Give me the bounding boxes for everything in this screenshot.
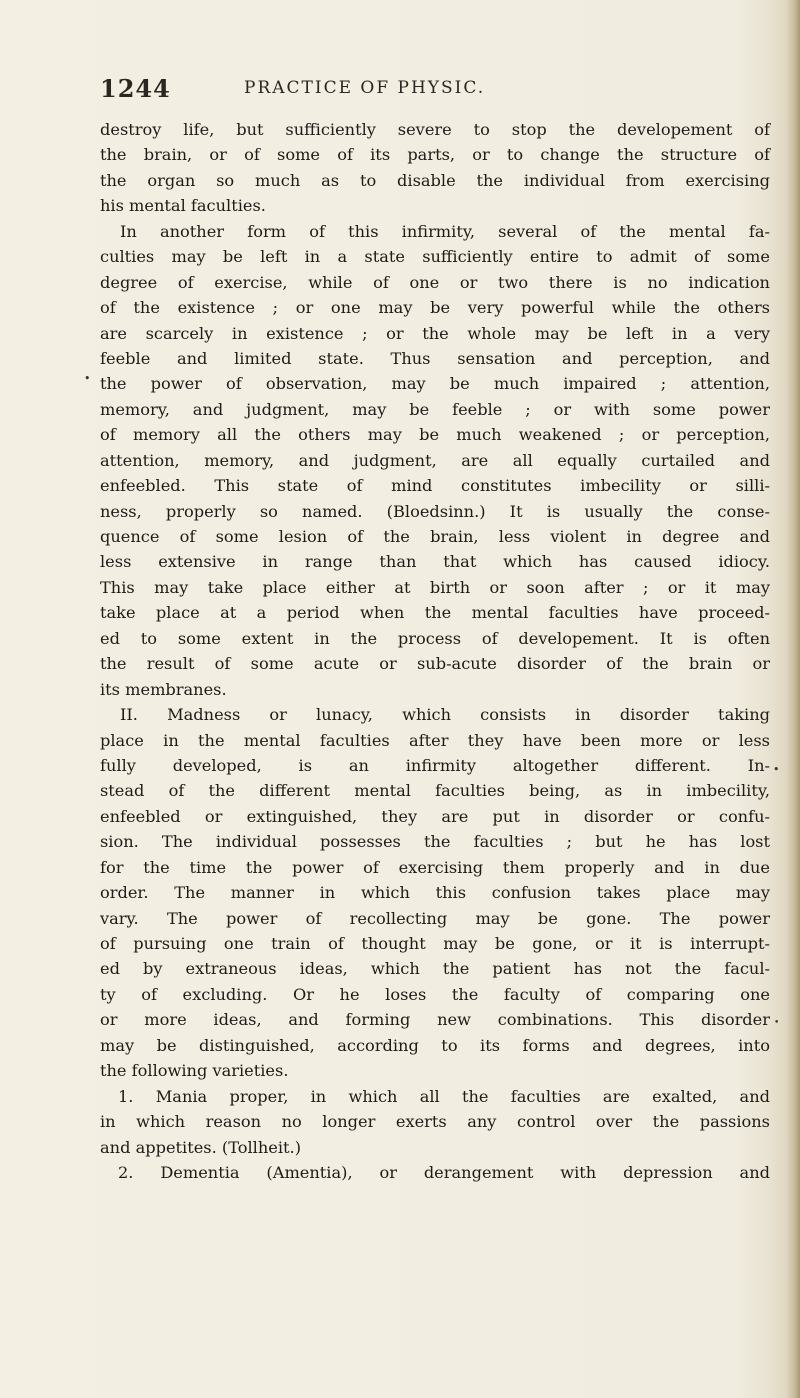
text-line: may be distinguished, according to its forms and degrees, into (100, 1035, 770, 1055)
text-line: the following varieties. (100, 1061, 289, 1081)
text-line: enfeebled or extinguished, they are put in disorder or confu- (100, 806, 770, 826)
text-line: or more ideas, and forming new combinations. This disorder (100, 1010, 770, 1030)
text-line: and appetites. (Tollheit.) (100, 1137, 302, 1157)
text-line: ed to some extent in the process of developement. It is often (100, 628, 770, 648)
text-line: quence of some lesion of the brain, less violent in degree and (100, 527, 770, 546)
text-line: for the time the power of exercising them properly and in due (100, 857, 770, 877)
text-line: destroy life, but sufficiently severe to stop the developement of (100, 120, 770, 139)
text-line: sion. The individual possesses the faculties ; but he has lost (100, 832, 770, 852)
text-line: ness, properly so named. (Bloedsinn.) It is usually the conse- (100, 501, 770, 521)
ink-speck: • (773, 763, 780, 776)
text-line: order. The manner in which this confusion takes place may (100, 883, 770, 903)
text-line: of the existence ; or one may be very powerful while the others (100, 298, 770, 318)
text-line: fully developed, is an infirmity altogether different. In- (100, 755, 770, 775)
page-number: 1244 (100, 74, 171, 103)
text-line: attention, memory, and judgment, are all equally curtailed and (100, 450, 770, 470)
text-line: ed by extraneous ideas, which the patient has not the facul- (100, 959, 770, 979)
text-line: of pursuing one train of thought may be gone, or it is interrupt- (100, 934, 770, 953)
text-line: less extensive in range than that which has caused idiocy. (100, 552, 770, 572)
paragraph-start-line: 1. Mania proper, in which all the faculties are exalted, and (118, 1086, 770, 1106)
text-line: culties may be left in a state sufficiently entire to admit of some (100, 247, 770, 267)
text-line: stead of the different mental faculties being, as in imbecility, (100, 781, 770, 801)
text-line: vary. The power of recollecting may be gone. The power (100, 908, 770, 928)
text-line: his mental faculties. (100, 196, 266, 216)
ink-speck: • (84, 372, 91, 385)
text-line: the result of some acute or sub-acute disorder of the brain or (100, 654, 770, 674)
text-line: in which reason no longer exerts any control over the passions (100, 1112, 770, 1132)
text-line: are scarcely in existence ; or the whole may be left in a very (100, 323, 770, 343)
ink-speck: • (774, 1018, 780, 1028)
paragraph-start-line: In another form of this infirmity, several of the mental fa- (120, 221, 770, 241)
text-line: the organ so much as to disable the individual from exercising (100, 170, 770, 190)
page-edge-shadow (786, 0, 800, 1398)
page-header (100, 74, 780, 114)
text-line: degree of exercise, while of one or two there is no indication (100, 272, 770, 292)
text-line: the brain, or of some of its parts, or to change the structure of (100, 145, 770, 165)
running-head: PRACTICE OF PHYSIC. (244, 78, 486, 98)
text-line: the power of observation, may be much impaired ; attention, (100, 374, 770, 394)
paragraph-start-line: 2. Dementia (Amentia), or derangement with depression and (118, 1162, 770, 1182)
body-text (100, 117, 770, 1185)
text-line: feeble and limited state. Thus sensation and perception, and (100, 348, 770, 368)
text-line: This may take place either at birth or soon after ; or it may (100, 577, 770, 597)
text-line: take place at a period when the mental faculties have proceed- (100, 603, 770, 623)
text-line: its membranes. (100, 679, 227, 699)
text-line: enfeebled. This state of mind constitutes imbecility or silli- (100, 476, 770, 496)
text-line: ty of excluding. Or he loses the faculty of comparing one (100, 984, 770, 1004)
text-line: of memory all the others may be much weakened ; or perception, (100, 425, 770, 445)
text-line: place in the mental faculties after they have been more or less (100, 730, 770, 750)
paragraph-start-line: II. Madness or lunacy, which consists in disorder taking (120, 705, 770, 725)
text-line: memory, and judgment, may be feeble ; or with some power (100, 399, 770, 419)
